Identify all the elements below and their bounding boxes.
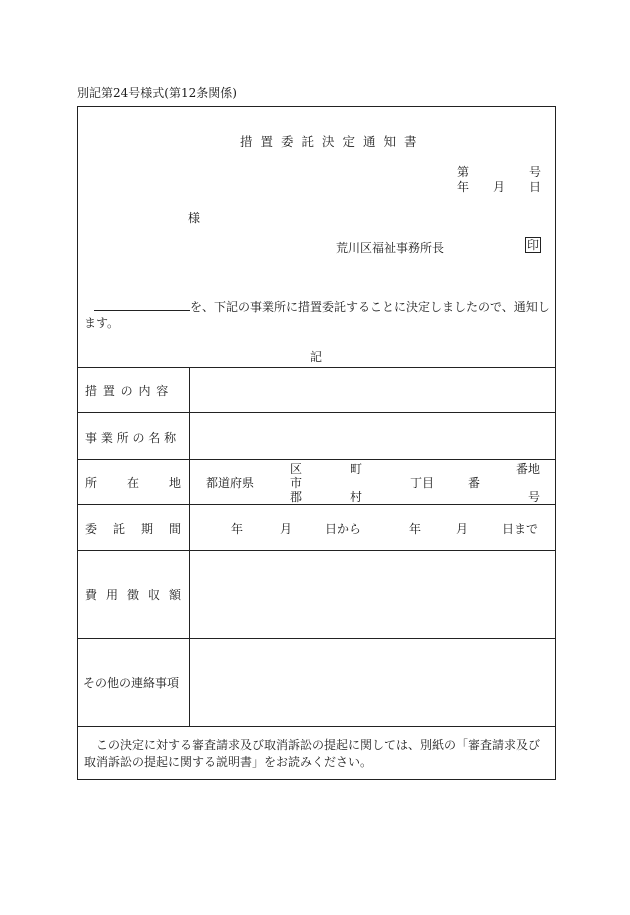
ku-text: 区 bbox=[290, 462, 303, 476]
row-label-location bbox=[85, 474, 181, 491]
period-label-3: 期 bbox=[140, 522, 153, 536]
period-to-year: 年 bbox=[409, 522, 422, 536]
appeal-notice bbox=[84, 737, 550, 771]
go-text: 号 bbox=[528, 490, 541, 504]
period-from-month: 月 bbox=[280, 522, 293, 536]
recipient-blank bbox=[94, 299, 190, 311]
seal-text: 印 bbox=[527, 238, 540, 252]
row-label-office-name: 事 業 所 の 名 称 bbox=[85, 431, 177, 445]
issuer-name: 荒川区福祉事務所長 bbox=[336, 241, 445, 255]
ban-text: 番 bbox=[468, 476, 481, 490]
loc-label-1: 所 bbox=[85, 476, 98, 490]
issue-date bbox=[457, 178, 541, 195]
date-month: 月 bbox=[492, 180, 505, 194]
fee-label-2: 用 bbox=[105, 588, 118, 602]
row-label-other: その他の連絡事項 bbox=[83, 676, 180, 690]
number-suffix: 号 bbox=[528, 165, 541, 179]
mura-text: 村 bbox=[350, 490, 363, 504]
period-label-1: 委 bbox=[85, 522, 98, 536]
addressee-suffix: 様 bbox=[188, 211, 201, 225]
shi-text: 市 bbox=[290, 476, 303, 490]
notice-frame bbox=[77, 106, 556, 780]
row-divider-6 bbox=[78, 726, 555, 727]
loc-label-3: 地 bbox=[168, 476, 181, 490]
row-divider-5 bbox=[78, 638, 555, 639]
date-day: 日 bbox=[528, 180, 541, 194]
row-label-fee bbox=[85, 586, 181, 603]
row-divider-1 bbox=[78, 412, 555, 413]
seal-mark bbox=[525, 238, 541, 252]
number-prefix: 第 bbox=[457, 165, 470, 179]
fee-label-5: 額 bbox=[168, 588, 181, 602]
period-to-day: 日まで bbox=[502, 522, 539, 536]
ki-heading: 記 bbox=[310, 350, 323, 364]
machi-text: 町 bbox=[350, 462, 363, 476]
form-number-label: 別記第24号様式(第12条関係) bbox=[77, 86, 237, 100]
period-from-day: 日から bbox=[325, 522, 362, 536]
period-label-4: 間 bbox=[168, 522, 181, 536]
banchi-text: 番地 bbox=[516, 462, 541, 476]
row-divider-2 bbox=[78, 459, 555, 460]
date-year: 年 bbox=[457, 180, 470, 194]
fee-label-4: 収 bbox=[147, 588, 160, 602]
period-to-month: 月 bbox=[456, 522, 469, 536]
label-column-divider bbox=[189, 367, 190, 726]
notice-body-text: を、下記の事業所に措置委託することに決定しましたので、通知します。 bbox=[84, 300, 550, 330]
chome-text: 丁目 bbox=[410, 476, 435, 490]
document-title: 措置委託決定通知書 bbox=[240, 134, 425, 149]
fee-label-3: 徴 bbox=[126, 588, 139, 602]
fee-label-1: 費 bbox=[85, 588, 98, 602]
row-label-content: 措 置 の 内 容 bbox=[85, 384, 170, 398]
gun-text: 郡 bbox=[290, 490, 303, 504]
prefecture-text: 都道府県 bbox=[206, 476, 255, 490]
row-label-period bbox=[85, 520, 181, 537]
row-divider-4 bbox=[78, 550, 555, 551]
loc-label-2: 在 bbox=[126, 476, 139, 490]
period-label-2: 託 bbox=[112, 522, 125, 536]
notice-body bbox=[84, 299, 550, 331]
row-divider-3 bbox=[78, 504, 555, 505]
table-top-rule bbox=[78, 367, 555, 368]
period-from-year: 年 bbox=[231, 522, 244, 536]
appeal-notice-text: この決定に対する審査請求及び取消訴訟の提起に関しては、別紙の「審査請求及び取消訴訟の提起に関する説明書」をお読みください。 bbox=[84, 738, 541, 769]
